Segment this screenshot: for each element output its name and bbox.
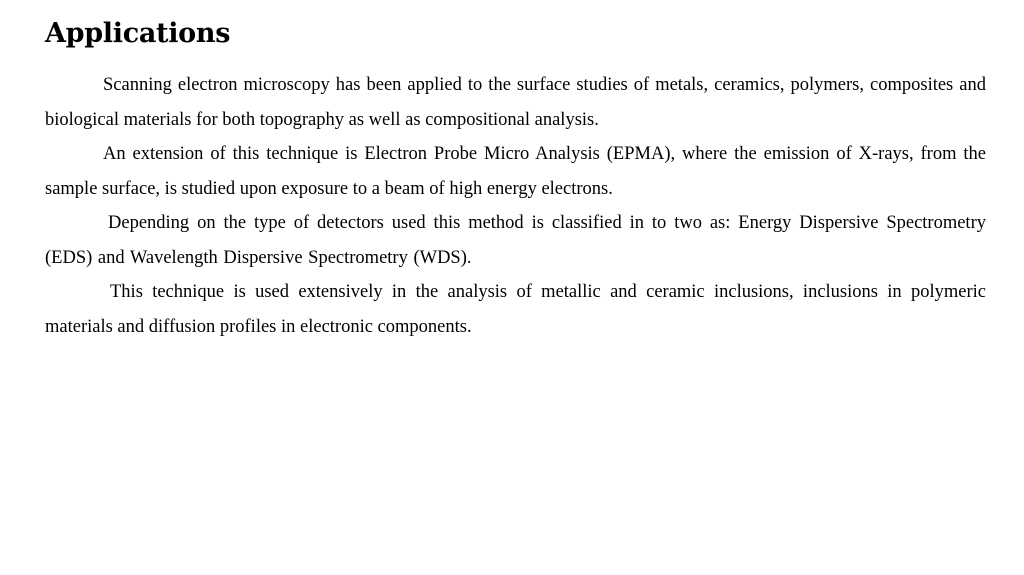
paragraph-sem-applications: Scanning electron microscopy has been applied to the surface studies of metals, ceramics, polymers, composites and biological materials for both topography as well as compositional analysis. <box>45 75 986 130</box>
slide-title: Applications <box>45 18 231 49</box>
paragraph-detectors: Depending on the type of detectors used this method is classified in to two as: Energy Dispersive Spectrometry (EDS) and Wavelength Dispersive Spectrometry (WDS). <box>45 213 986 268</box>
slide-body <box>45 68 986 344</box>
paragraph-epma: An extension of this technique is Electron Probe Micro Analysis (EPMA), where the emission of X-rays, from the sample surface, is studied upon exposure to a beam of high energy electrons. <box>45 144 986 199</box>
paragraph-uses: This technique is used extensively in the analysis of metallic and ceramic inclusions, inclusions in polymeric materials and diffusion profiles in electronic components. <box>45 282 986 337</box>
